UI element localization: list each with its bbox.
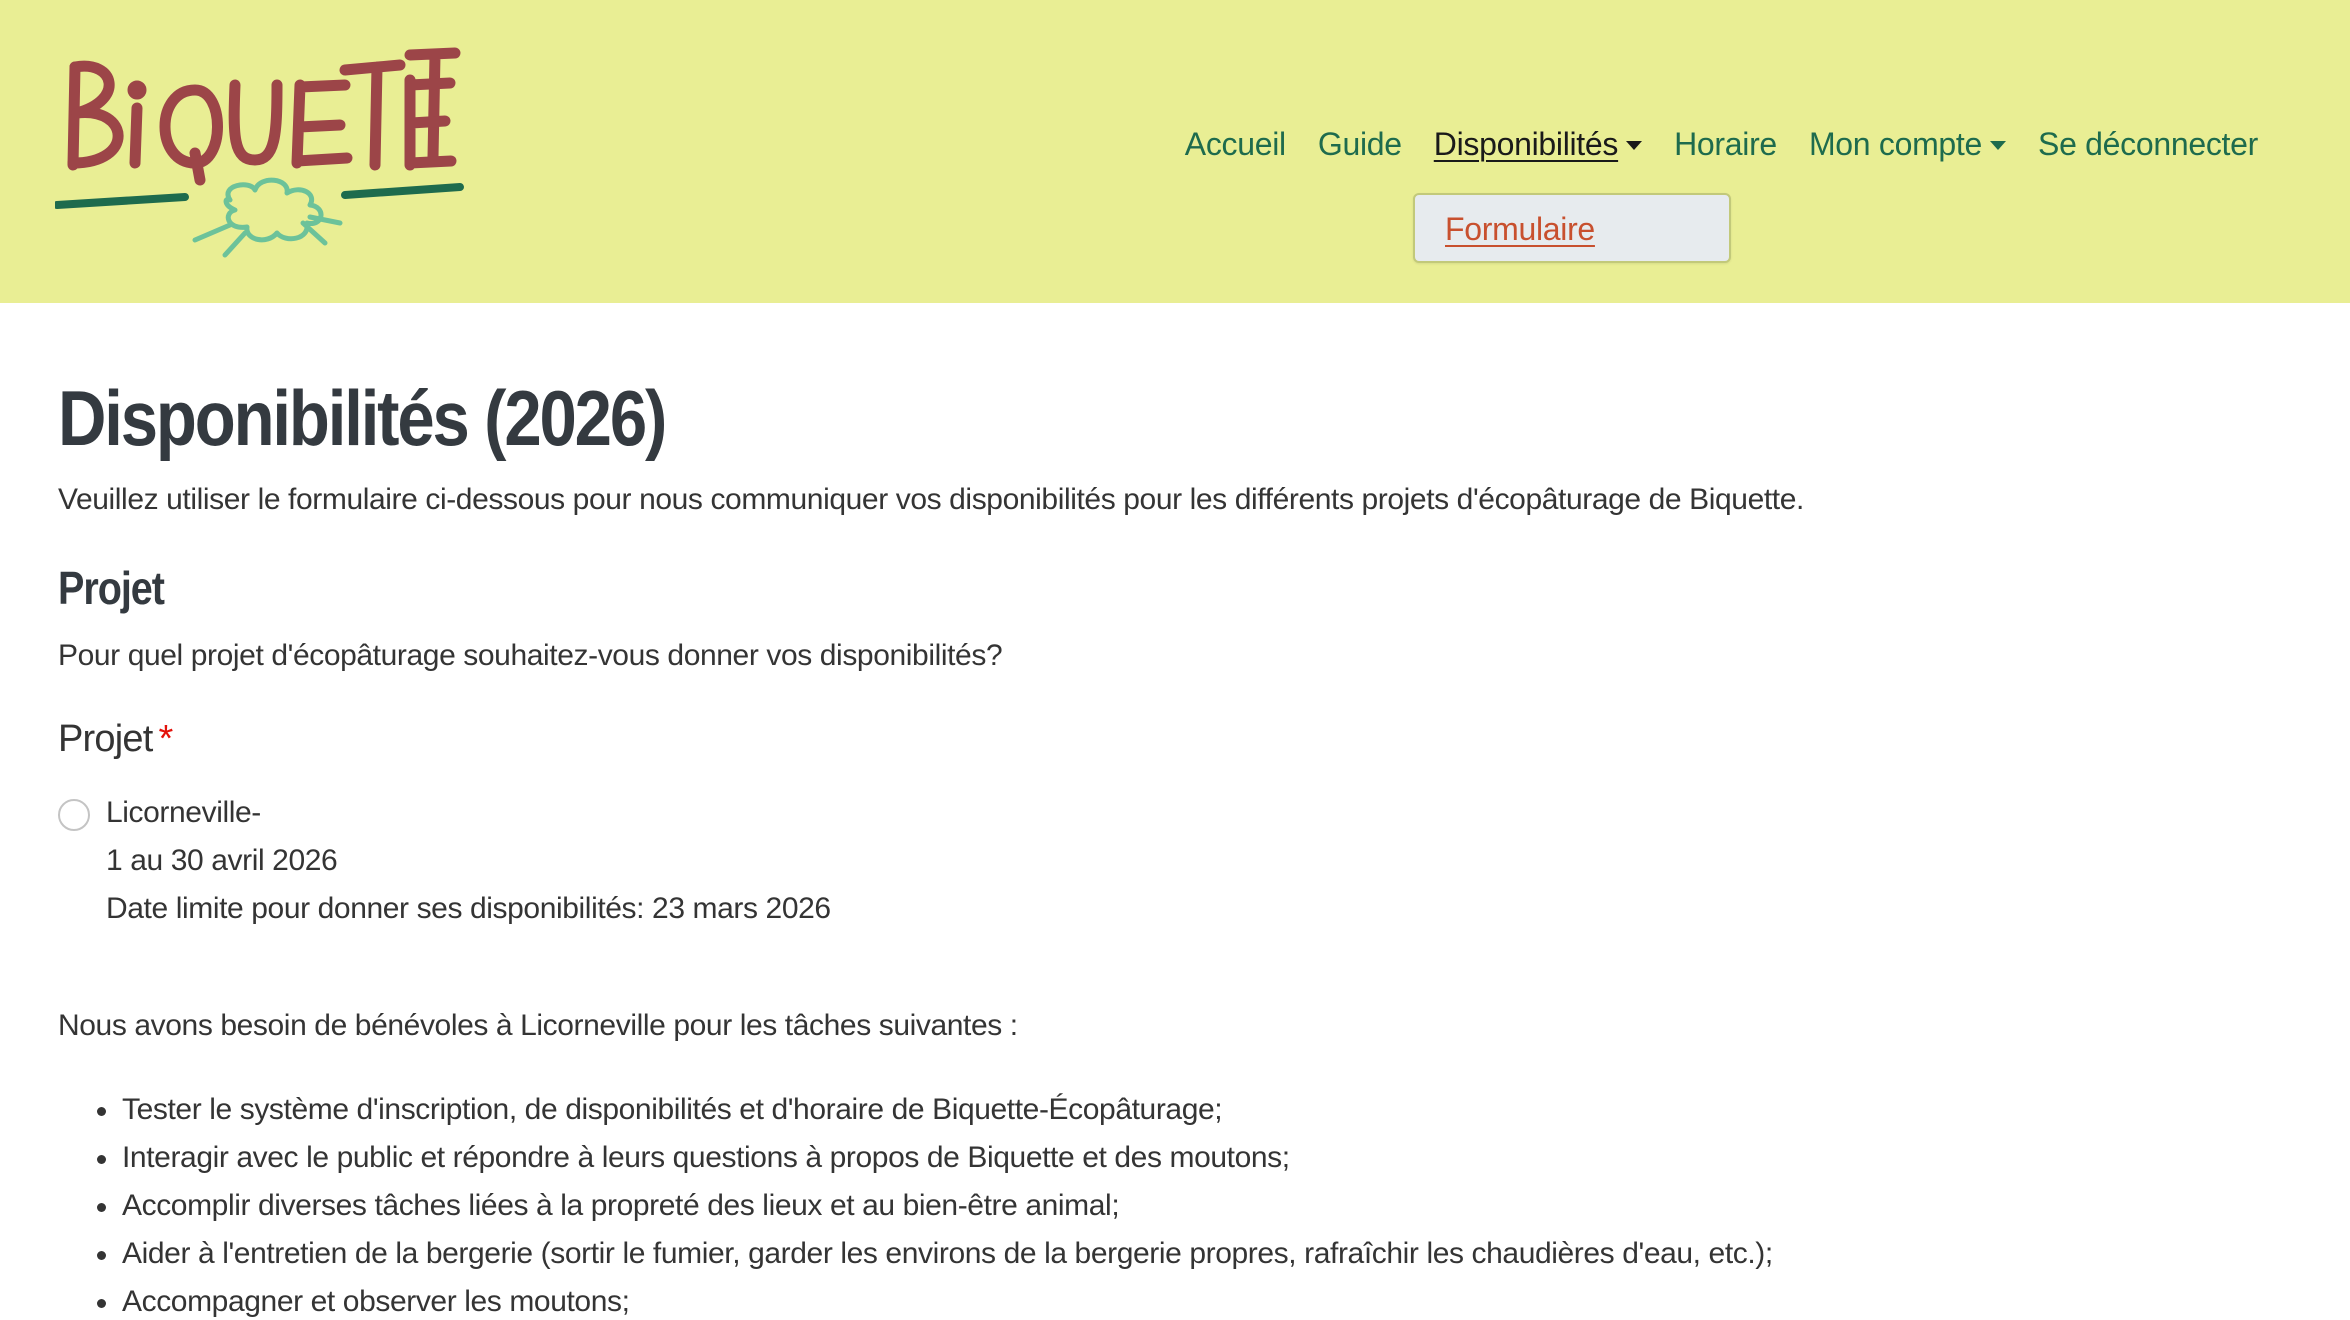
list-item: Interagir avec le public et répondre à leurs questions à propos de Biquette et des moutons; — [122, 1134, 1773, 1182]
list-item: Accompagner et observer les moutons; — [122, 1278, 1773, 1320]
nav-horaire[interactable] — [1658, 126, 1793, 163]
disponibilites-dropdown-menu — [1413, 193, 1731, 263]
project-deadline: Date limite pour donner ses disponibilités: 23 mars 2026 — [106, 892, 831, 925]
list-item: Tester le système d'inscription, de disponibilités et d'horaire de Biquette-Écopâturage; — [122, 1086, 1773, 1134]
site-header — [0, 0, 2350, 303]
nav-guide[interactable] — [1302, 126, 1418, 163]
biquette-logo-icon — [55, 45, 465, 260]
nav-se-deconnecter[interactable] — [2022, 126, 2274, 163]
site-logo[interactable] — [55, 45, 465, 260]
nav-disponibilites[interactable] — [1418, 126, 1658, 163]
page-title: Disponibilités (2026) — [58, 374, 666, 462]
project-dates: 1 au 30 avril 2026 — [106, 844, 338, 877]
caret-down-icon — [1990, 141, 2006, 150]
list-item: Accomplir diverses tâches liées à la propreté des lieux et au bien-être animal; — [122, 1182, 1773, 1230]
main-nav — [1169, 126, 2274, 163]
dropdown-item-formulaire[interactable]: Formulaire — [1445, 211, 1595, 247]
nav-label: Mon compte — [1808, 126, 1983, 162]
section-description: Pour quel projet d'écopâturage souhaitez-vous donner vos disponibilités? — [58, 639, 1003, 672]
nav-label: Horaire — [1674, 126, 1777, 162]
needs-intro: Nous avons besoin de bénévoles à Licorneville pour les tâches suivantes : — [58, 1009, 1018, 1042]
project-option-label[interactable] — [106, 789, 831, 933]
list-item: Aider à l'entretien de la bergerie (sortir le fumier, garder les environs de la bergerie propres, rafraîchir les chaudières d'eau, etc.); — [122, 1230, 1773, 1278]
task-list — [122, 1086, 1773, 1320]
nav-accueil[interactable] — [1169, 126, 1302, 163]
nav-label: Accueil — [1184, 126, 1286, 162]
nav-label: Disponibilités — [1433, 126, 1619, 162]
required-marker: * — [158, 718, 173, 760]
section-title: Projet — [58, 562, 164, 614]
nav-label: Guide — [1317, 126, 1402, 162]
field-label-text: Projet — [58, 718, 153, 760]
nav-label: Se déconnecter — [2038, 126, 2258, 162]
nav-mon-compte[interactable] — [1793, 126, 2022, 163]
project-option-licorneville[interactable] — [58, 795, 831, 933]
project-radio[interactable] — [58, 799, 90, 831]
project-name: Licorneville- — [106, 796, 261, 829]
projet-field-label — [58, 718, 172, 761]
intro-text: Veuillez utiliser le formulaire ci-dessous pour nous communiquer vos disponibilités pour les différents projets d'écopâturage de Biquette. — [58, 483, 1804, 516]
caret-down-icon — [1626, 141, 1642, 150]
